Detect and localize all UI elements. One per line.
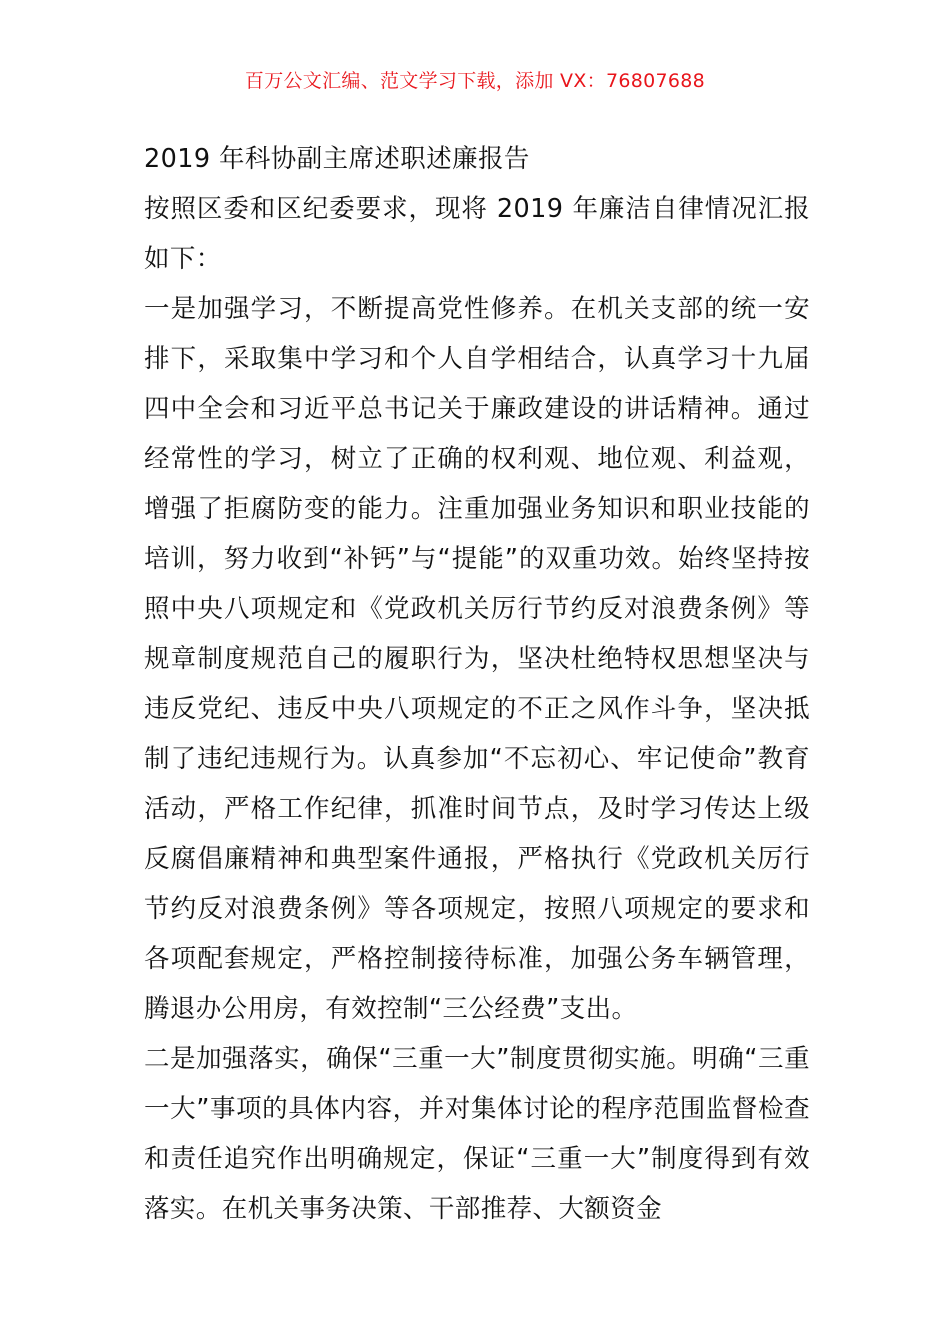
paragraph-two: 二是加强落实，确保“三重一大”制度贯彻实施。明确“三重一大”事项的具体内容，并对集体讨论的程序范围监督检查和责任追究作出明确规定，保证“三重一大”制度得到有效落实。在机关事务决策、干部推荐、大额资金 bbox=[144, 1044, 810, 1224]
document-title: 2019 年科协副主席述职述廉报告 bbox=[144, 144, 530, 174]
document-body bbox=[144, 134, 810, 1234]
header-note: 百万公文汇编、范文学习下载，添加 VX：76807688 bbox=[244, 70, 706, 92]
paragraph-intro: 按照区委和区纪委要求，现将 2019 年廉洁自律情况汇报如下： bbox=[144, 194, 810, 274]
paragraph-one: 一是加强学习，不断提高党性修养。在机关支部的统一安排下，采取集中学习和个人自学相结合，认真学习十九届四中全会和习近平总书记关于廉政建设的讲话精神。通过经常性的学习，树立了正确的权利观、地位观、利益观，增强了拒腐防变的能力。注重加强业务知识和职业技能的培训，努力收到“补钙”与“提能”的双重功效。始终坚持按照中央八项规定和《党政机关厉行节约反对浪费条例》等规章制度规范自己的履职行为，坚决杜绝特权思想坚决与违反党纪、违反中央八项规定的不正之风作斗争，坚决抵制了违纪违规行为。认真参加“不忘初心、牢记使命”教育活动，严格工作纪律，抓准时间节点，及时学习传达上级反腐倡廉精神和典型案件通报，严格执行《党政机关厉行节约反对浪费条例》等各项规定，按照八项规定的要求和各项配套规定，严格控制接待标准，加强公务车辆管理，腾退办公用房，有效控制“三公经费”支出。 bbox=[144, 294, 810, 1024]
